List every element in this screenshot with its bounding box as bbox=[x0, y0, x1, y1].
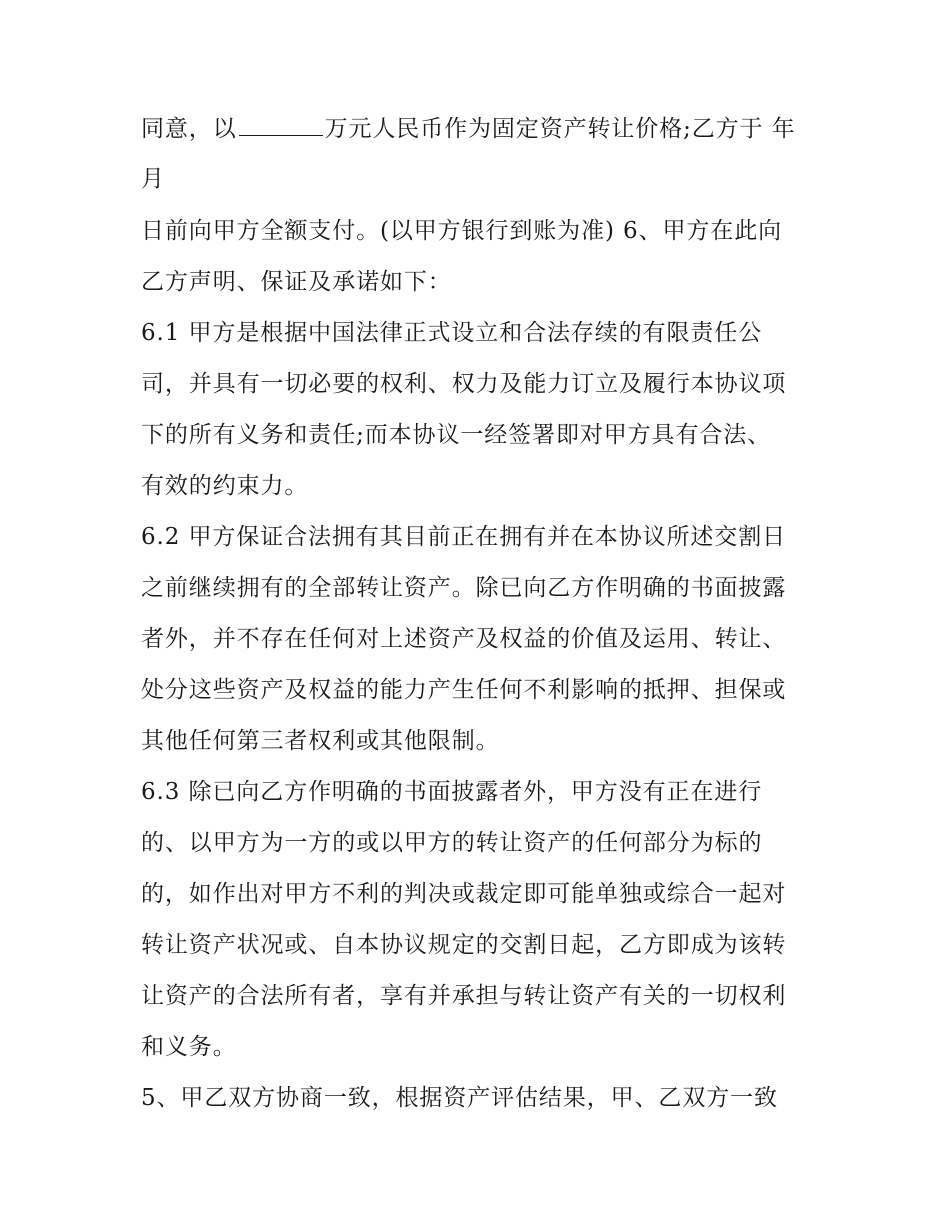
paragraph-line: 下的所有义务和责任;而本协议一经签署即对甲方具有合法、 bbox=[141, 422, 772, 448]
paragraph-line: 之前继续拥有的全部转让资产。除已向乙方作明确的书面披露 bbox=[141, 575, 787, 601]
paragraph-line: 6.2 甲方保证合法拥有其目前正在拥有并在本协议所述交割日 bbox=[141, 524, 786, 550]
paragraph-line: 司，并具有一切必要的权利、权力及能力订立及履行本协议项 bbox=[141, 371, 787, 397]
paragraph-line: 的，如作出对甲方不利的判决或裁定即可能单独或综合一起对 bbox=[141, 881, 787, 907]
paragraph-line: 转让资产状况或、自本协议规定的交割日起，乙方即成为该转 bbox=[141, 932, 787, 958]
paragraph-line: 乙方声明、保证及承诺如下： bbox=[141, 269, 452, 295]
paragraph-line: 者外，并不存在任何对上述资产及权益的价值及运用、转让、 bbox=[141, 626, 787, 652]
paragraph-line: 5、甲乙双方协商一致，根据资产评估结果，甲、乙双方一致 bbox=[141, 1085, 778, 1111]
paragraph-line: 月 bbox=[141, 166, 165, 192]
paragraph-line: 6.1 甲方是根据中国法律正式设立和合法存续的有限责任公 bbox=[141, 320, 763, 346]
paragraph-line bbox=[141, 114, 796, 144]
paragraph-line: 日前向甲方全额支付。(以甲方银行到账为准) 6、甲方在此向 bbox=[141, 218, 782, 244]
paragraph-line: 处分这些资产及权益的能力产生任何不利影响的抵押、担保或 bbox=[141, 677, 787, 703]
paragraph-line: 的、以甲方为一方的或以甲方的转让资产的任何部分为标的 bbox=[141, 830, 763, 856]
paragraph-line: 和义务。 bbox=[141, 1034, 237, 1060]
price-blank bbox=[239, 115, 323, 136]
paragraph-line: 有效的约束力。 bbox=[141, 473, 309, 499]
paragraph-line: 其他任何第三者权利或其他限制。 bbox=[141, 728, 500, 754]
paragraph-line: 6.3 除已向乙方作明确的书面披露者外，甲方没有正在进行 bbox=[141, 779, 763, 805]
line-text: 万元人民币作为固定资产转让价格;乙方于 年 bbox=[324, 116, 796, 142]
line-text: 同意，以 bbox=[141, 116, 237, 142]
paragraph-line: 让资产的合法所有者，享有并承担与转让资产有关的一切权利 bbox=[141, 983, 787, 1009]
